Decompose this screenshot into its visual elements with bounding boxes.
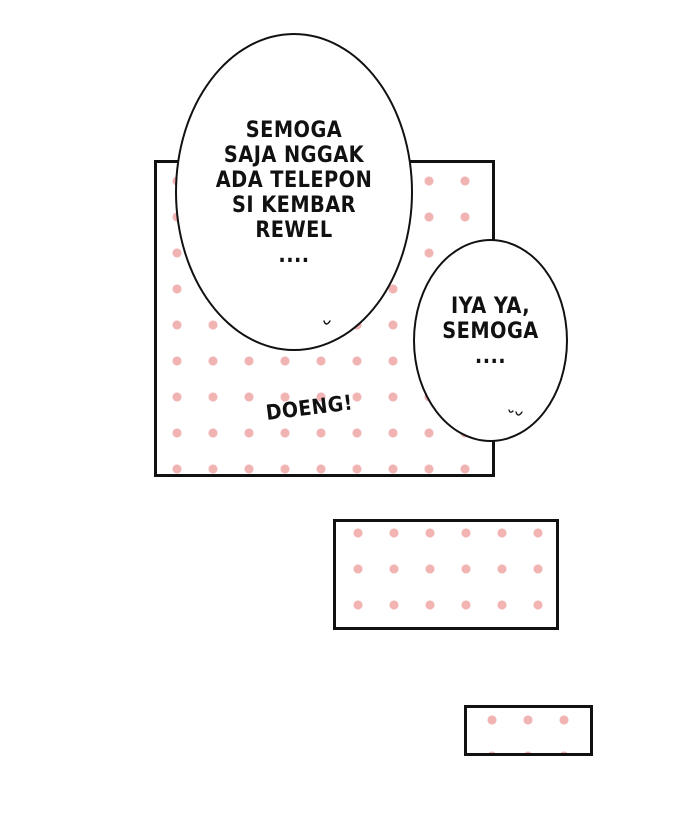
sound-effect-text: DOENG! bbox=[264, 390, 355, 425]
bubble-line: .... bbox=[278, 243, 310, 268]
bubble-line: .... bbox=[474, 344, 507, 369]
bubble-tick-mark bbox=[322, 319, 332, 329]
comic-panel-middle bbox=[333, 519, 559, 630]
speech-bubble-right-text bbox=[424, 294, 557, 369]
bubble-line: REWEL bbox=[255, 218, 333, 243]
bubble-line: SI KEMBAR bbox=[232, 193, 356, 218]
bubble-line: SAJA NGGAK bbox=[223, 143, 365, 168]
comic-panel-bottom bbox=[464, 705, 593, 756]
bubble-line: IYA YA, bbox=[450, 294, 531, 319]
bubble-tick-mark bbox=[507, 408, 525, 420]
speech-bubble-left bbox=[175, 33, 413, 351]
speech-bubble-left-text bbox=[191, 118, 397, 268]
bubble-line: ADA TELEPON bbox=[215, 168, 373, 193]
bubble-line: SEMOGA bbox=[442, 319, 539, 344]
speech-bubble-right bbox=[413, 239, 568, 442]
bubble-line: SEMOGA bbox=[245, 118, 343, 143]
